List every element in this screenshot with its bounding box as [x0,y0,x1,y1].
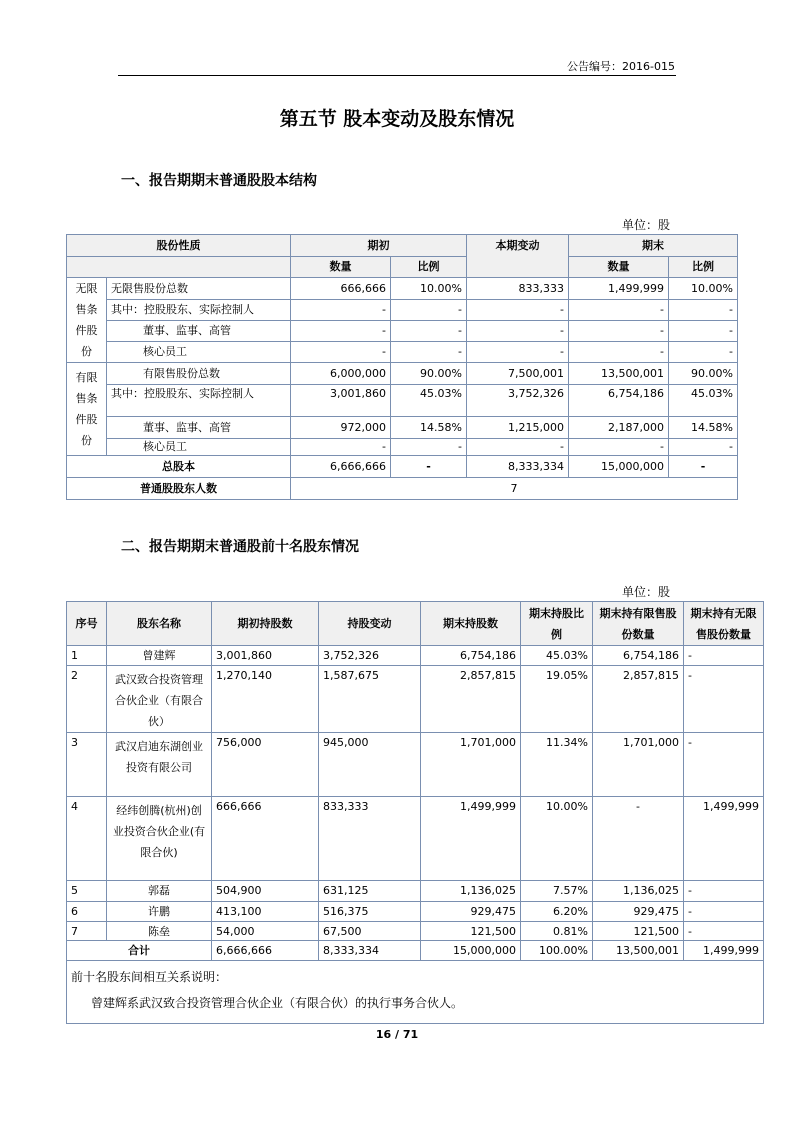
table-row [67,922,764,941]
header-begin-qty: 数量 [291,257,391,278]
holders-value: 7 [291,478,738,500]
row-label: 无限售股份总数 [107,278,291,300]
cell-no: 2 [67,666,107,733]
cell: 6,000,000 [291,363,391,385]
cell: - [291,321,391,342]
cell: 1,701,000 [421,733,521,797]
note-text: 曾建辉系武汉致合投资管理合伙企业（有限合伙）的执行事务合伙人。 [91,996,464,1010]
cell: 3,001,860 [291,385,391,417]
cell-name: 郭磊 [107,881,212,902]
page-number: 16 / 71 [375,1028,419,1041]
cell-no: 6 [67,902,107,922]
total-label: 合计 [67,941,212,961]
cell: 3,001,860 [212,646,319,666]
cell: 10.00% [391,278,467,300]
cell: 13,500,001 [569,363,669,385]
cell: 631,125 [319,881,421,902]
cell: 2,187,000 [569,417,669,439]
cell-name: 经纬创腾(杭州)创业投资合伙企业(有限合伙) [107,797,212,881]
cell: 1,587,675 [319,666,421,733]
cell: - [391,342,467,363]
cell: 19.05% [521,666,593,733]
cell: 1,270,140 [212,666,319,733]
header-name: 股东名称 [107,602,212,646]
cell: - [391,439,467,456]
total-cell: 1,499,999 [684,941,764,961]
cell-no: 1 [67,646,107,666]
page-title: 第五节 股本变动及股东情况 [279,108,515,130]
cell: - [467,342,569,363]
row-label: 其中：控股股东、实际控制人 [107,385,291,417]
header-end: 期末 [569,235,738,257]
total-cell: 15,000,000 [569,456,669,478]
cell-name: 许鹏 [107,902,212,922]
row-label: 核心员工 [107,439,291,456]
cell: - [291,300,391,321]
header-end: 期末持股数 [421,602,521,646]
note-title: 前十名股东间相互关系说明： [71,970,228,984]
cell: 1,499,999 [684,797,764,881]
cell: - [669,300,738,321]
cell: 45.03% [391,385,467,417]
header-begin-ratio: 比例 [391,257,467,278]
cell-name: 武汉致合投资管理合伙企业（有限合伙） [107,666,212,733]
cell: 0.81% [521,922,593,941]
cell: 14.58% [391,417,467,439]
row-label: 核心员工 [107,342,291,363]
total-cell: 8,333,334 [467,456,569,478]
header-restricted: 期末持有限售股份数量 [593,602,684,646]
row-label: 董事、监事、高管 [107,417,291,439]
table-row [67,733,764,797]
cell: 1,215,000 [467,417,569,439]
cell: - [669,342,738,363]
header-end-qty: 数量 [569,257,669,278]
cell: 1,136,025 [593,881,684,902]
row-label: 董事、监事、高管 [107,321,291,342]
cell: 10.00% [521,797,593,881]
cell: - [467,300,569,321]
header-change: 本期变动 [467,235,569,278]
cell: 2,857,815 [421,666,521,733]
section2-unit: 单位：股 [622,585,671,599]
cell: 54,000 [212,922,319,941]
cell: - [569,300,669,321]
header-no: 序号 [67,602,107,646]
cell: - [291,342,391,363]
cell-name: 曾建辉 [107,646,212,666]
header-change: 持股变动 [319,602,421,646]
total-row [67,941,764,961]
total-cell: 8,333,334 [319,941,421,961]
section2-heading: 二、报告期期末普通股前十名股东情况 [121,539,359,555]
table-row [67,797,764,881]
cell: 6,754,186 [569,385,669,417]
announcement-code: 公告编号：2016-015 [567,60,675,73]
section1-unit: 单位：股 [622,218,671,232]
cell: 90.00% [669,363,738,385]
cell: - [684,666,764,733]
header-rule [118,75,676,76]
cell: - [569,342,669,363]
header-end-ratio: 比例 [669,257,738,278]
cell: 945,000 [319,733,421,797]
cell: - [391,300,467,321]
cell: 833,333 [319,797,421,881]
cell: 14.58% [669,417,738,439]
cell: 666,666 [291,278,391,300]
cell: - [391,321,467,342]
cell: 833,333 [467,278,569,300]
cell: 45.03% [669,385,738,417]
cell-no: 5 [67,881,107,902]
header-begin: 期初 [291,235,467,257]
cell: 413,100 [212,902,319,922]
cell: 90.00% [391,363,467,385]
cell: - [684,733,764,797]
row-label: 有限售股份总数 [107,363,291,385]
cell: 1,701,000 [593,733,684,797]
header-ratio: 期末持股比例 [521,602,593,646]
cell-no: 4 [67,797,107,881]
cell: 1,136,025 [421,881,521,902]
cell: 6.20% [521,902,593,922]
table-row [67,646,764,666]
cell-no: 7 [67,922,107,941]
cell: - [684,881,764,902]
cell: 121,500 [593,922,684,941]
note-row [67,961,764,1024]
share-structure-table [66,234,738,500]
total-cell: - [391,456,467,478]
section1-heading: 一、报告期期末普通股股本结构 [121,173,317,189]
cell-name: 武汉启迪东湖创业投资有限公司 [107,733,212,797]
table-row [67,881,764,902]
total-cell: 6,666,666 [291,456,391,478]
total-cell: 13,500,001 [593,941,684,961]
cell: 3,752,326 [467,385,569,417]
cell: 1,499,999 [569,278,669,300]
cell: 7.57% [521,881,593,902]
cell: 929,475 [593,902,684,922]
cell: 11.34% [521,733,593,797]
cell: - [291,439,391,456]
cell: 7,500,001 [467,363,569,385]
total-cell: 6,666,666 [212,941,319,961]
cell: - [467,321,569,342]
cell: - [467,439,569,456]
cell: 1,499,999 [421,797,521,881]
group-unrestricted: 无限售条件股份 [67,278,107,363]
cell: 504,900 [212,881,319,902]
cell: - [569,439,669,456]
cell: 3,752,326 [319,646,421,666]
total-cell: 15,000,000 [421,941,521,961]
row-label: 其中：控股股东、实际控制人 [107,300,291,321]
cell: 2,857,815 [593,666,684,733]
cell: - [669,321,738,342]
cell: 756,000 [212,733,319,797]
holders-label: 普通股股东人数 [67,478,291,500]
cell: - [593,797,684,881]
top-shareholders-table [66,601,764,1024]
cell: 6,754,186 [593,646,684,666]
cell-no: 3 [67,733,107,797]
total-cell: - [669,456,738,478]
cell: - [684,646,764,666]
header-nature: 股份性质 [67,235,291,257]
cell: 121,500 [421,922,521,941]
cell: 6,754,186 [421,646,521,666]
total-label: 总股本 [67,456,291,478]
cell: 10.00% [669,278,738,300]
cell: 45.03% [521,646,593,666]
table-row [67,666,764,733]
cell: - [684,902,764,922]
total-cell: 100.00% [521,941,593,961]
cell: 516,375 [319,902,421,922]
group-restricted: 有限售条件股份 [67,363,107,456]
cell: 929,475 [421,902,521,922]
header-unrestricted: 期末持有无限售股份数量 [684,602,764,646]
cell: 666,666 [212,797,319,881]
cell: - [684,922,764,941]
cell: 972,000 [291,417,391,439]
cell-name: 陈垒 [107,922,212,941]
cell: 67,500 [319,922,421,941]
header-begin: 期初持股数 [212,602,319,646]
table-row [67,902,764,922]
cell: - [669,439,738,456]
cell: - [569,321,669,342]
